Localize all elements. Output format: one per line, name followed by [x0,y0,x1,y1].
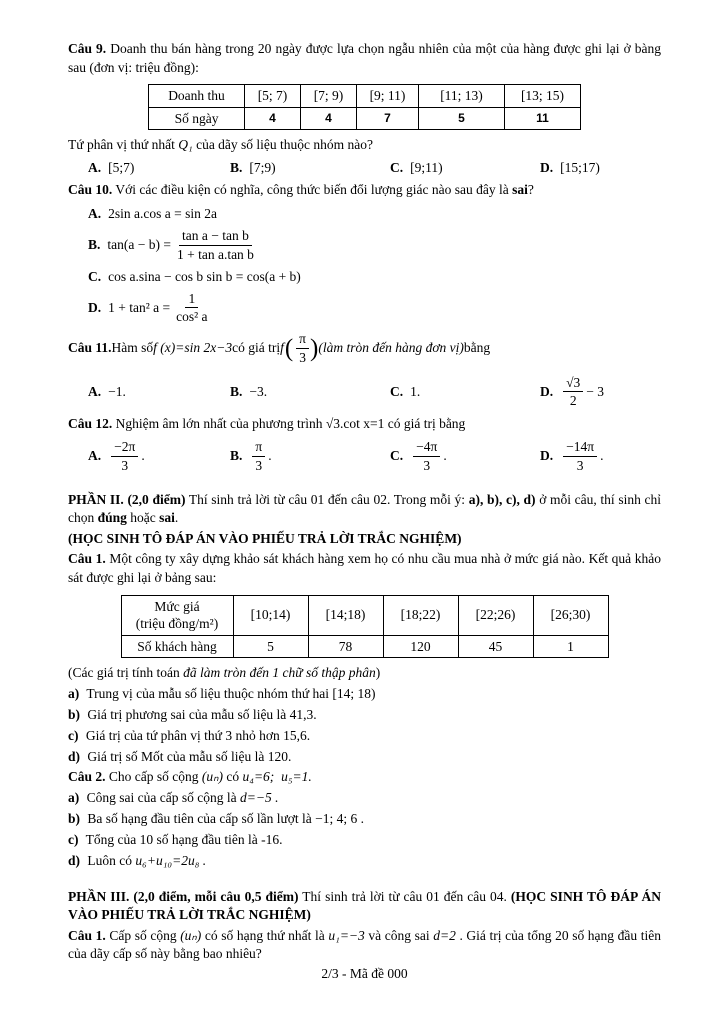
function-formula: f (x)=sin 2x−3 [153,340,233,356]
item-label: a) [68,685,80,701]
table-cell: 120 [383,635,458,658]
q9-data-table [148,84,581,130]
fraction-numerator: π [252,439,265,457]
prompt-text: của dãy số liệu thuộc nhóm nào? [192,137,374,153]
option-text: [7;9) [249,159,276,175]
item-math: −1; 4; 6 . [315,811,365,826]
question-label: Câu 2. [68,769,106,785]
part2-question-1 [68,550,661,587]
question-12-text: Nghiệm âm lớn nhất của phương trình √3.cot x=1 có giá trị bằng [112,415,466,431]
question-10-label: Câu 10. [68,181,113,197]
item-d [68,748,661,767]
p2q1-data-table [121,595,609,659]
part3-question-1 [68,927,661,964]
question-9-label: Câu 9. [68,41,107,56]
table-cell: [26;30) [533,595,608,635]
part2-instructions: . [174,510,179,526]
table-cell: 45 [458,635,533,658]
option-suffix: . [141,448,145,464]
question-12-label: Câu 12. [68,415,113,431]
item-text: Trung vị của mẫu số liệu thuộc nhóm thứ hai [14; 18) [83,685,376,701]
q10-option-d [68,292,661,323]
option-suffix: . [443,448,447,464]
table-cell: [7; 9) [301,85,357,108]
table-cell: [13; 15) [505,85,581,108]
note-text: ) [375,665,381,681]
item-text: Giá trị của tứ phân vị thứ 3 nhỏ hơn 15,6. [82,727,311,743]
table-cell: 11 [505,107,581,130]
fraction-denominator: 3 [255,457,263,473]
item-text: Giá trị phương sai của mẫu số liệu là 41,3. [84,706,317,722]
part2-instructions: Thí sinh trả lời từ câu 01 đến câu 02. Trong mỗi ý: [185,491,469,507]
option-a [88,160,230,176]
table-row [149,85,581,108]
header-line-1: Mức giá [154,598,200,614]
option-suffix: . [600,448,604,464]
option-c [390,374,540,410]
item-c [68,727,661,746]
fraction-denominator: 3 [299,349,306,365]
question-label: Câu 1. [68,927,106,943]
fraction [174,228,257,262]
item-b [68,706,661,725]
fraction [252,439,265,473]
item-label: c) [68,831,79,847]
table-cell: [18;22) [383,595,458,635]
sequence-symbol: (uₙ) [201,769,223,785]
item-b [68,810,661,829]
fraction [563,375,583,409]
question-9-prompt [68,136,661,155]
option-label: D. [540,448,554,464]
part3-instructions: Thí sinh trả lời từ câu 01 đến câu 04. [298,888,511,904]
option-text: [15;17) [560,159,600,175]
fraction-denominator: 3 [576,457,584,473]
table-cell: Số ngày [149,107,245,130]
question-11-text: có giá trị [232,340,281,356]
fraction-numerator: 1 [185,291,198,309]
option-label: C. [390,159,404,175]
item-label: b) [68,706,81,722]
part2-question-2 [68,768,661,787]
open-paren: ( [284,334,294,362]
question-11 [68,330,661,366]
option-a [88,438,230,474]
section-divider [68,479,661,490]
fraction [413,439,440,473]
option-label: B. [230,383,243,399]
table-cell: 5 [419,107,505,130]
option-label: C. [88,268,102,284]
common-difference: d=2 [433,927,456,943]
option-text: −1. [108,383,126,399]
option-d [540,374,661,410]
item-label: d) [68,852,81,868]
part2-bold-dung: đúng [97,510,127,526]
fraction [296,331,309,365]
question-11-text: bằng [463,340,491,356]
item-text: Luôn có [84,852,136,868]
part2-instructions: ở mỗi câu, thí sinh chỉ chọn [68,491,661,526]
fraction-denominator: 3 [423,457,431,473]
fraction-numerator: −2π [111,439,138,457]
q10-option-a [68,205,661,224]
option-formula: 1 + tan² a = [108,299,171,315]
option-text: −3. [249,383,268,399]
option-text: 1. [410,383,421,399]
p2q1-items [68,685,661,769]
table-cell: 7 [357,107,419,130]
table-cell: 4 [301,107,357,130]
item-label: d) [68,748,81,764]
sequence-symbol: (uₙ) [180,927,202,943]
item-label: b) [68,811,81,826]
item-text: Ba số hạng đầu tiên của cấp số lần lượt là [84,811,316,826]
option-label: A. [88,383,102,399]
q9-options [68,160,661,176]
option-text: [5;7) [108,159,135,175]
option-b [230,160,390,176]
bold-word: sai [512,181,528,197]
fraction-numerator: π [296,331,309,349]
rounding-note-line [68,664,661,683]
option-suffix: . [268,448,272,464]
fraction [111,439,138,473]
table-cell: 4 [245,107,301,130]
table-row [149,107,581,130]
option-label: C. [390,383,404,399]
fraction-numerator: −4π [413,439,440,457]
option-label: B. [230,159,243,175]
page-footer: 2/3 - Mã đề 000 [321,966,408,981]
question-9 [68,40,661,77]
part2-heading [68,491,661,528]
term-u1: u₁=−3 [328,927,365,943]
p2q2-items [68,789,661,873]
item-text: Giá trị số Mốt của mẫu số liệu là 120. [84,748,292,764]
question-11-text: Hàm số [111,340,154,356]
item-a [68,789,661,808]
table-header-cell: Số khách hàng [121,635,233,658]
option-b [230,438,390,474]
question-text: có số hạng thứ nhất là [201,927,329,943]
section-divider [68,873,661,888]
option-a [88,374,230,410]
q1-symbol: Q₁ [178,137,193,153]
option-label: D. [540,159,554,175]
table-cell: Doanh thu [149,85,245,108]
option-formula: tan(a − b) = [107,237,171,253]
note-italic: đã làm tròn đến 1 chữ số thập phân [183,665,376,681]
table-row [121,635,608,658]
question-11-label: Câu 11. [68,340,112,356]
option-b [230,374,390,410]
question-text: có [223,769,243,785]
item-label: a) [68,790,80,806]
table-cell: 78 [308,635,383,658]
question-text: và công sai [364,927,434,943]
item-c [68,831,661,850]
q10-option-c [68,267,661,286]
table-cell: [22;26) [458,595,533,635]
q10-option-b [68,230,661,261]
q12-options [68,438,661,474]
question-10-text-end: ? [527,181,534,197]
question-label: Câu 1. [68,551,106,567]
item-a [68,685,661,704]
option-label: D. [540,383,554,399]
question-10-text: Với các điều kiện có nghĩa, công thức biến đổi lượng giác nào sau đây là [112,181,513,197]
table-cell: 5 [233,635,308,658]
question-10 [68,181,661,200]
fraction [173,291,210,325]
fraction-denominator: 2 [569,393,577,409]
item-math: u₆+u₁₀=2u₈ . [135,852,207,868]
fraction-numerator: √3 [563,375,583,393]
part2-title: PHẦN II. (2,0 điểm) [68,491,186,507]
table-cell: 1 [533,635,608,658]
table-cell: [5; 7) [245,85,301,108]
question-text: Cho cấp số cộng [105,769,202,785]
item-math: d=−5 . [239,790,279,806]
option-label: A. [88,448,102,464]
question-12 [68,415,661,434]
option-label: B. [88,237,101,253]
fraction-numerator: −14π [563,439,597,457]
part3-answer-sheet-note: (HỌC SINH TÔ ĐÁP ÁN VÀO PHIẾU TRẢ LỜI TRẮC NGHIỆM) [68,888,661,923]
question-text: Cấp số cộng [105,927,181,943]
part2-answer-sheet-note: (HỌC SINH TÔ ĐÁP ÁN VÀO PHIẾU TRẢ LỜI TRẮC NGHIỆM) [68,530,462,546]
question-9-text: Doanh thu bán hàng trong 20 ngày được lựa chọn ngẫu nhiên của một của hàng được ghi lại ở bàng sau (đơn vị: triệu đồng): [68,41,662,75]
option-d [540,438,661,474]
item-text: Công sai của cấp số cộng là [83,790,240,806]
term-u5: u₅=1. [281,769,312,785]
fraction-denominator: cos² a [176,309,208,325]
question-text: Một công ty xây dựng khảo sát khách hàng xem họ có nhu cầu mua nhà ở mức giá nào. Kết quả khảo sát được ghi lại ở bảng sau: [68,551,661,586]
question-text: . Giá trị của tổng 20 số hạng đầu tiên của dãy cấp số này bằng bao nhiêu? [68,927,662,962]
option-suffix: − 3 [586,383,605,399]
header-line-2: (triệu đồng/m²) [135,616,219,632]
q11-options [68,374,661,410]
table-cell: [11; 13) [419,85,505,108]
table-header-cell [121,595,233,635]
option-d [540,160,661,176]
part3-heading [68,888,661,925]
option-formula: cos a.sina − cos b sin b = cos(a + b) [108,268,301,284]
part3-title: PHẦN III. (2,0 điểm, mỗi câu 0,5 điểm) [68,888,299,904]
item-text: Tổng của 10 số hạng đầu tiên là -16. [82,831,283,847]
option-c [390,438,540,474]
function-name: f [280,340,284,356]
fraction-denominator: 1 + tan a.tan b [176,246,254,262]
option-text: [9;11) [410,159,443,175]
option-label: B. [230,448,243,464]
prompt-text: Tứ phân vị thứ nhất [68,137,179,153]
table-cell: [14;18) [308,595,383,635]
term-u4: u₄=6; [242,769,275,785]
option-formula: 2sin a.cos a = sin 2a [108,206,217,222]
part2-bold-sai: sai [159,510,175,526]
option-c [390,160,540,176]
option-label: A. [88,159,102,175]
item-d [68,852,661,871]
item-label: c) [68,727,79,743]
part2-instructions: hoặc [126,510,160,526]
fraction-numerator: tan a − tan b [179,228,252,246]
option-label: A. [88,206,102,222]
part2-bold-abc: a), b), c), d) [468,491,536,507]
table-cell: [10;14) [233,595,308,635]
close-paren: ) [310,334,319,362]
fraction [563,439,597,473]
option-label: D. [88,299,102,315]
table-row [121,595,608,635]
option-label: C. [390,448,404,464]
note-text: (Các giá trị tính toán [68,665,184,681]
rounding-note: (làm tròn đến hàng đơn vị) [318,340,464,356]
fraction-denominator: 3 [121,457,129,473]
table-cell: [9; 11) [357,85,419,108]
